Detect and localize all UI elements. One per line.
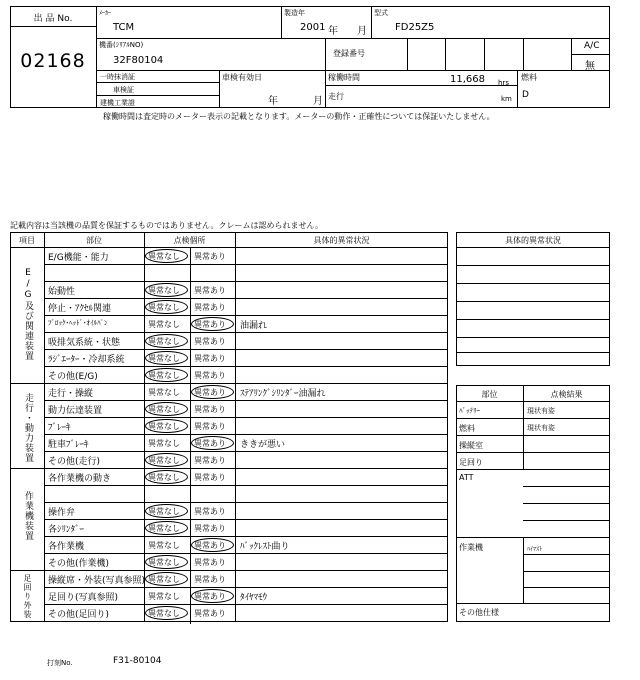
battery-label: ﾊﾞｯﾃﾘｰ	[459, 407, 480, 415]
normal-circle-mark	[145, 521, 188, 535]
normal-circle-mark	[145, 402, 188, 416]
col-check-header: 点検個所	[173, 236, 206, 245]
right-detail-header: 具体的異常状況	[505, 236, 561, 245]
hours-value: 11,668	[450, 74, 485, 85]
abnormal-option[interactable]: 異常あり	[194, 371, 226, 380]
inspection-label: 車検有効日	[222, 73, 262, 82]
temp-cert-label: 一時抹消証	[100, 73, 135, 81]
normal-circle-mark	[145, 470, 188, 484]
other-spec-label: その他仕様	[459, 608, 499, 617]
abnormal-option[interactable]: 異常あり	[194, 388, 226, 397]
ac-label: A/C	[584, 41, 600, 51]
fuel-result-value: 現状有姿	[527, 424, 555, 432]
serial-label: 機番(ｼﾘｱﾙNO)	[99, 41, 144, 49]
row-part: 足回り(写真参照)	[48, 593, 119, 603]
abnormal-option[interactable]: 異常あり	[194, 558, 226, 567]
row-part: 走行・操縦	[48, 389, 94, 399]
normal-circle-mark	[145, 555, 188, 569]
abnormal-option[interactable]: 異常あり	[194, 575, 226, 584]
normal-option[interactable]: 異常なし	[148, 286, 180, 295]
work-label: 作業機	[459, 543, 483, 552]
abnormal-circle-mark	[191, 436, 234, 450]
abnormal-circle-mark	[191, 385, 234, 399]
result-part-header: 部位	[481, 390, 498, 399]
row-part: その他(足回り)	[48, 610, 110, 620]
att-label: ATT	[459, 473, 474, 482]
abnormal-option[interactable]: 異常あり	[194, 592, 226, 601]
abnormal-option[interactable]: 異常あり	[194, 354, 226, 363]
normal-option[interactable]: 異常なし	[148, 388, 180, 397]
normal-option[interactable]: 異常なし	[148, 439, 180, 448]
normal-option[interactable]: 異常なし	[148, 592, 180, 601]
normal-option[interactable]: 異常なし	[148, 541, 180, 550]
row-part: その他(作業機)	[48, 559, 110, 569]
row-part: 各作業機の動き	[48, 474, 112, 484]
row-part: 操作弁	[48, 508, 76, 518]
fuel-label: 燃料	[521, 73, 537, 82]
maker-label: ﾒｰｶｰ	[99, 10, 112, 17]
normal-circle-mark	[145, 368, 188, 382]
ac-value: 無	[585, 61, 595, 72]
maker-value: TCM	[113, 22, 135, 33]
lot-number: 02168	[20, 50, 86, 72]
reg-label: 登録番号	[333, 49, 365, 58]
abnormal-option[interactable]: 異常あり	[194, 439, 226, 448]
row-part: 各作業機	[48, 542, 85, 552]
normal-circle-mark	[145, 453, 188, 467]
row-part: その他(E/G)	[48, 372, 98, 382]
fuel-result-label: 燃料	[459, 424, 475, 433]
month-unit: 月	[357, 26, 367, 37]
row-detail: ｽﾃｱﾘﾝｸﾞｼﾘﾝﾀﾞｰ油漏れ	[240, 389, 326, 399]
normal-option[interactable]: 異常なし	[148, 320, 180, 329]
abnormal-option[interactable]: 異常あり	[194, 252, 226, 261]
travel-label: 走行	[328, 92, 344, 101]
under-label: 足回り	[459, 458, 483, 467]
quality-note: 記載内容は当該機の品質を保証するものではありません。クレームは認められません。	[10, 221, 323, 230]
vehicle-cert-label: 車検証	[113, 86, 134, 94]
km-unit: km	[501, 95, 512, 103]
abnormal-circle-mark	[191, 589, 234, 603]
hours-note: 稼働時間は査定時のメーター表示の記載となります。メーターの動作・正確性については保証いたしません。	[103, 112, 495, 121]
row-part: 吸排気系統・状態	[48, 338, 121, 348]
normal-circle-mark	[145, 249, 188, 263]
stamp-value: F31-80104	[113, 656, 162, 666]
row-detail: ﾊﾞｯｸﾚｽﾄ曲り	[240, 542, 290, 552]
normal-option[interactable]: 異常なし	[148, 575, 180, 584]
group-label-work: 作業機装置	[23, 491, 33, 541]
normal-option[interactable]: 異常なし	[148, 524, 180, 533]
row-detail: ききが悪い	[240, 440, 286, 450]
hours-unit: hrs	[498, 79, 509, 87]
abnormal-option[interactable]: 異常あり	[194, 609, 226, 618]
row-part: 始動性	[48, 287, 76, 297]
abnormal-option[interactable]: 異常あり	[194, 320, 226, 329]
group-label-drive: 走行・動力装置	[23, 393, 33, 463]
year-unit: 年	[328, 26, 338, 37]
abnormal-circle-mark	[191, 538, 234, 552]
row-part: 駐車ﾌﾞﾚｰｷ	[48, 440, 89, 450]
row-part: ﾌﾞﾛｯｸ･ﾍｯﾄﾞ･ｵｲﾙﾊﾟﾝ	[48, 319, 108, 327]
normal-option[interactable]: 異常なし	[148, 405, 180, 414]
group-label-eg: E/G及び関連装置	[23, 268, 33, 361]
normal-circle-mark	[145, 300, 188, 314]
abnormal-circle-mark	[191, 317, 234, 331]
normal-circle-mark	[145, 419, 188, 433]
battery-value: 現状有姿	[527, 407, 555, 415]
right-detail-table	[456, 232, 610, 366]
normal-circle-mark	[145, 504, 188, 518]
abnormal-option[interactable]: 異常あり	[194, 507, 226, 516]
inspection-month-unit: 月	[313, 96, 323, 107]
model-label: 型式	[374, 9, 388, 17]
row-part: 停止・ｱｸｾﾙ関連	[48, 304, 112, 314]
year-value: 2001	[300, 22, 326, 33]
abnormal-option[interactable]: 異常あり	[194, 422, 226, 431]
normal-option[interactable]: 異常なし	[148, 507, 180, 516]
row-detail: 油漏れ	[240, 321, 268, 331]
normal-option[interactable]: 異常なし	[148, 609, 180, 618]
normal-option[interactable]: 異常なし	[148, 252, 180, 261]
normal-option[interactable]: 異常なし	[148, 303, 180, 312]
normal-option[interactable]: 異常なし	[148, 456, 180, 465]
fuel-value: D	[522, 90, 529, 100]
abnormal-option[interactable]: 異常あり	[194, 303, 226, 312]
row-part: 動力伝達装置	[48, 406, 103, 416]
row-part: その他(走行)	[48, 457, 101, 467]
row-part: E/G機能・能力	[48, 253, 109, 263]
year-label: 製造年	[284, 9, 305, 17]
normal-option[interactable]: 異常なし	[148, 422, 180, 431]
normal-option[interactable]: 異常なし	[148, 473, 180, 482]
abnormal-option[interactable]: 異常あり	[194, 405, 226, 414]
normal-option[interactable]: 異常なし	[148, 354, 180, 363]
row-part: ﾌﾞﾚｰｷ	[48, 423, 71, 433]
abnormal-option[interactable]: 異常あり	[194, 286, 226, 295]
inspection-year-unit: 年	[268, 96, 278, 107]
hours-label: 稼働時間	[328, 73, 360, 82]
normal-circle-mark	[145, 334, 188, 348]
group-label-under: 足回り外装	[23, 574, 32, 619]
abnormal-option[interactable]: 異常あり	[194, 473, 226, 482]
normal-option[interactable]: 異常なし	[148, 337, 180, 346]
row-detail: ﾀｲﾔﾏﾓｳ	[240, 593, 268, 603]
normal-circle-mark	[145, 283, 188, 297]
model-value: FD25Z5	[395, 22, 435, 33]
col-item-header: 項目	[19, 236, 35, 245]
normal-option[interactable]: 異常なし	[148, 558, 180, 567]
abnormal-option[interactable]: 異常あり	[194, 524, 226, 533]
normal-circle-mark	[145, 606, 188, 620]
col-part-header: 部位	[86, 236, 102, 245]
stamp-label: 打刻No.	[47, 659, 73, 667]
abnormal-option[interactable]: 異常あり	[194, 541, 226, 550]
normal-circle-mark	[145, 351, 188, 365]
row-part: 操縦席・外装(写真参照)	[48, 576, 146, 586]
serial-value: 32F80104	[113, 55, 164, 66]
work-value: ﾊｲﾏｽﾄ	[527, 546, 543, 553]
result-result-header: 点検結果	[550, 390, 583, 399]
normal-option[interactable]: 異常なし	[148, 371, 180, 380]
build-cert-label: 建機工業證	[100, 99, 135, 107]
abnormal-option[interactable]: 異常あり	[194, 456, 226, 465]
col-detail-header: 具体的異常状況	[313, 236, 370, 245]
row-part: 各ｼﾘﾝﾀﾞｰ	[48, 525, 85, 535]
row-part: ﾗｼﾞｴｰﾀｰ・冷却系統	[48, 355, 125, 365]
abnormal-option[interactable]: 異常あり	[194, 337, 226, 346]
cab-label: 操縦室	[459, 441, 483, 450]
lot-label: 出 品 No.	[33, 14, 73, 24]
normal-circle-mark	[145, 572, 188, 586]
